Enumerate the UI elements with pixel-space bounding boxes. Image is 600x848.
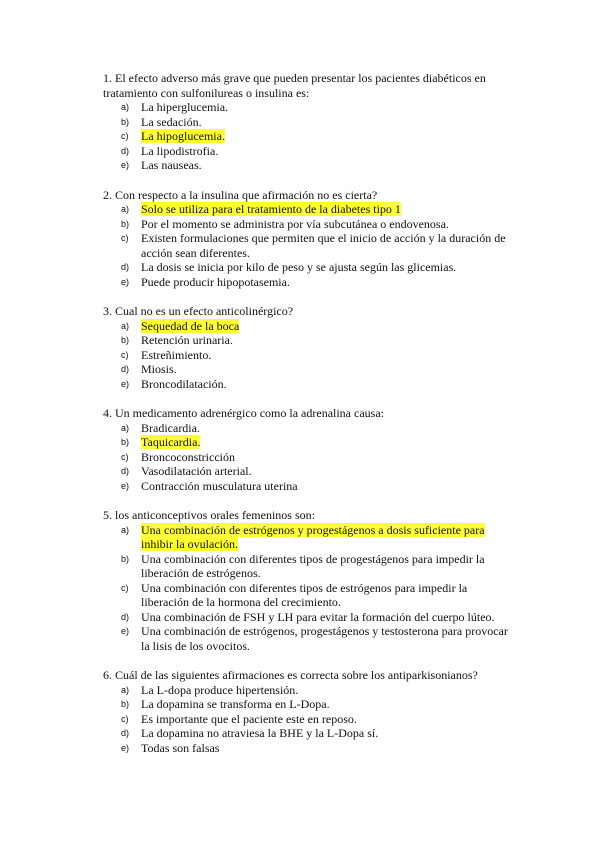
question-1 xyxy=(103,71,515,173)
option-letter: c) xyxy=(121,582,129,593)
option-text: Vasodilatación arterial. xyxy=(141,464,252,478)
option-item xyxy=(103,624,515,653)
question-4 xyxy=(103,406,515,493)
option-item xyxy=(103,260,515,275)
option-item xyxy=(103,421,515,436)
option-letter: d) xyxy=(121,728,130,738)
question-5 xyxy=(103,508,515,653)
option-text: Una combinación de estrógenos y progestágenos a dosis suficiente para inhibir la ovulación. xyxy=(141,522,485,551)
option-letter: c) xyxy=(121,131,129,141)
option-text: Sequedad de la boca xyxy=(141,318,240,333)
option-letter: d) xyxy=(121,364,130,374)
option-item xyxy=(103,377,515,392)
question-3 xyxy=(103,304,515,391)
option-letter: b) xyxy=(121,553,130,564)
option-item xyxy=(103,697,515,712)
option-item xyxy=(103,610,515,625)
option-letter: a) xyxy=(121,204,130,214)
question-text: 5. los anticonceptivos orales femeninos son: xyxy=(103,508,315,522)
option-text: Puede producir hipopotasemia. xyxy=(141,274,290,289)
question-text: 6. Cuál de las siguientes afirmaciones es correcta sobre los antiparkisonianos? xyxy=(103,668,478,682)
option-letter: b) xyxy=(121,699,130,709)
option-list xyxy=(103,683,515,756)
option-item xyxy=(103,144,515,159)
option-text: La dopamina no atraviesa la BHE y la L-Dopa sí. xyxy=(141,726,379,740)
option-letter: e) xyxy=(121,742,130,753)
option-list xyxy=(103,100,515,173)
question-6 xyxy=(103,668,515,755)
option-letter: c) xyxy=(121,451,129,462)
option-text: La hiperglucemia. xyxy=(141,100,229,114)
option-text: Solo se utiliza para el tratamiento de la diabetes tipo 1 xyxy=(141,202,401,216)
option-item xyxy=(103,552,515,581)
option-item xyxy=(103,275,515,290)
option-letter: b) xyxy=(121,437,130,447)
option-list xyxy=(103,202,515,289)
option-list xyxy=(103,319,515,392)
option-list xyxy=(103,421,515,494)
option-text: Broncoconstricción xyxy=(141,449,235,464)
option-letter: b) xyxy=(121,335,130,345)
option-text: Una combinación con diferentes tipos de estrógenos para impedir la liberación de la hormona del crecimiento. xyxy=(141,580,468,609)
question-text: 4. Un medicamento adrenérgico como la adrenalina causa: xyxy=(103,406,384,420)
option-letter: c) xyxy=(121,713,129,724)
option-item xyxy=(103,231,515,260)
option-text: La dosis se inicia por kilo de peso y se ajusta según las glicemias. xyxy=(141,260,457,274)
option-list xyxy=(103,523,515,654)
option-item xyxy=(103,202,515,217)
option-letter: d) xyxy=(121,611,130,622)
question-list xyxy=(103,71,515,770)
option-item xyxy=(103,348,515,363)
option-letter: c) xyxy=(121,233,129,243)
question-text: 3. Cual no es un efecto anticolinérgico? xyxy=(103,304,294,318)
option-letter: d) xyxy=(121,262,130,272)
option-text: Miosis. xyxy=(141,362,177,376)
option-letter: d) xyxy=(121,466,130,476)
option-text: Una combinación con diferentes tipos de progestágenos para impedir la liberación de estrógenos. xyxy=(141,551,485,580)
option-item xyxy=(103,362,515,377)
option-text: Contracción musculatura uterina xyxy=(141,478,298,493)
option-letter: e) xyxy=(121,626,130,636)
option-letter: e) xyxy=(121,276,130,287)
option-text: Una combinación de FSH y LH para evitar la formación del cuerpo lúteo. xyxy=(141,609,495,624)
option-text: Todas son falsas xyxy=(141,740,220,755)
option-letter: e) xyxy=(121,378,130,389)
option-text: Es importante que el paciente este en reposo. xyxy=(141,711,357,726)
question-text: 2. Con respecto a la insulina que afirmación no es cierta? xyxy=(103,187,378,202)
option-item xyxy=(103,319,515,334)
option-item xyxy=(103,479,515,494)
option-letter: a) xyxy=(121,684,130,695)
option-text: Por el momento se administra por vía subcutánea o endovenosa. xyxy=(141,216,449,231)
option-text: Las nauseas. xyxy=(141,158,202,172)
question-2 xyxy=(103,188,515,290)
option-item xyxy=(103,712,515,727)
option-item xyxy=(103,464,515,479)
option-item xyxy=(103,581,515,610)
option-text: La hipoglucemia. xyxy=(141,129,225,143)
option-text: La lipodistrofia. xyxy=(141,143,219,158)
option-text: Existen formulaciones que permiten que el inicio de acción y la duración de acción sean diferentes. xyxy=(141,231,506,260)
option-item xyxy=(103,741,515,756)
option-text: La sedación. xyxy=(141,114,202,129)
option-text: La dopamina se transforma en L-Dopa. xyxy=(141,697,330,711)
option-item xyxy=(103,158,515,173)
option-text: La L-dopa produce hipertensión. xyxy=(141,682,299,697)
option-letter: a) xyxy=(121,524,130,535)
option-letter: e) xyxy=(121,480,130,491)
option-letter: a) xyxy=(121,102,130,112)
option-item xyxy=(103,100,515,115)
option-letter: e) xyxy=(121,160,130,170)
option-letter: d) xyxy=(121,145,130,156)
option-text: Retención urinaria. xyxy=(141,333,233,347)
option-item xyxy=(103,217,515,232)
option-item xyxy=(103,115,515,130)
option-text: Estreñimiento. xyxy=(141,347,212,362)
option-item xyxy=(103,683,515,698)
option-item xyxy=(103,726,515,741)
option-letter: c) xyxy=(121,349,129,360)
option-item xyxy=(103,523,515,552)
option-item xyxy=(103,129,515,144)
option-item xyxy=(103,333,515,348)
option-letter: a) xyxy=(121,320,130,331)
option-letter: a) xyxy=(121,422,130,433)
option-text: Una combinación de estrógenos, progestágenos y testosterona para provocar la lisis de los ovocitos. xyxy=(141,624,508,653)
option-text: Bradicardia. xyxy=(141,420,200,435)
option-item xyxy=(103,450,515,465)
option-text: Taquicardia. xyxy=(141,435,201,449)
option-text: Broncodilatación. xyxy=(141,376,227,391)
option-item xyxy=(103,435,515,450)
question-text: 1. El efecto adverso más grave que pueden presentar los pacientes diabéticos en tratamiento con sulfonilureas o insulina es: xyxy=(103,71,486,100)
option-letter: b) xyxy=(121,116,130,127)
option-letter: b) xyxy=(121,218,130,229)
